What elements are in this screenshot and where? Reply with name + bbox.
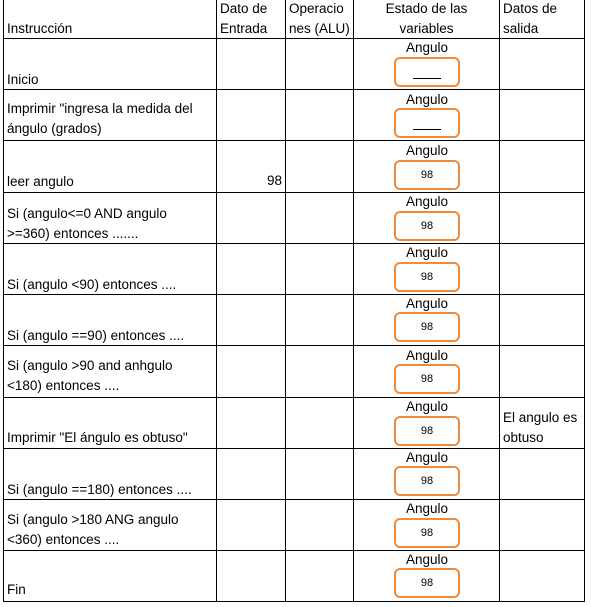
variable-box: 98	[394, 262, 460, 292]
output-cell: El angulo es	[503, 410, 578, 425]
col-divider	[285, 0, 286, 602]
variable-box: 98	[394, 416, 460, 446]
instruction-cell: Fin	[7, 582, 26, 597]
blank-value	[413, 117, 441, 130]
row-divider	[3, 397, 585, 398]
variable-box: 98	[394, 518, 460, 548]
variable-label: Angulo	[405, 92, 449, 107]
row-divider	[3, 550, 585, 551]
col-divider	[353, 0, 354, 602]
header-datos-salida-2: salida	[503, 21, 539, 36]
instruction-cell: Si (angulo <90) entonces ....	[7, 277, 177, 292]
instruction-cell: Si (angulo<=0 AND angulo	[7, 206, 167, 221]
variable-box: 98	[394, 312, 460, 342]
variable-label: Angulo	[405, 552, 449, 567]
trace-table	[3, 0, 585, 602]
variable-box: 98	[394, 160, 460, 190]
instruction-cell-line2: >=360) entonces .......	[7, 226, 139, 241]
variable-box: 98	[394, 211, 460, 241]
instruction-cell: Si (angulo ==90) entonces ....	[7, 328, 185, 343]
row-divider	[3, 243, 585, 244]
variable-label: Angulo	[405, 194, 449, 209]
instruction-cell: leer angulo	[7, 174, 74, 189]
variable-label: Angulo	[405, 399, 449, 414]
col-divider	[499, 0, 500, 602]
header-operaciones-1: Operacio	[289, 1, 344, 16]
row-divider	[3, 140, 585, 141]
instruction-cell-line2: <180) entonces ....	[7, 378, 120, 393]
header-estado-1: Estado de las	[385, 1, 468, 16]
instruction-cell: Si (angulo >90 and anhgulo	[7, 358, 173, 373]
instruction-cell: Imprimir "ingresa la medida del	[7, 101, 193, 116]
output-cell-line2: obtuso	[503, 430, 544, 445]
instruction-cell-line2: ángulo (grados)	[7, 121, 102, 136]
table-border-bottom	[3, 601, 585, 602]
table-border-right	[584, 0, 585, 602]
header-dato-entrada-2: Entrada	[220, 21, 268, 36]
header-operaciones-2: nes (ALU)	[289, 21, 350, 36]
header-estado-2: variables	[399, 21, 454, 36]
row-divider	[3, 294, 585, 295]
row-divider	[3, 345, 585, 346]
variable-box: 98	[394, 568, 460, 598]
instruction-cell: Imprimir "El ángulo es obtuso"	[7, 430, 188, 445]
blank-value	[413, 66, 441, 79]
instruction-cell-line2: <360) entonces ....	[7, 532, 120, 547]
header-divider	[3, 38, 585, 39]
input-value: 98	[266, 173, 282, 188]
variable-box	[394, 108, 460, 138]
header-instruccion: Instrucción	[7, 21, 73, 36]
variable-box	[394, 57, 460, 87]
table-border-left	[3, 0, 4, 602]
variable-label: Angulo	[405, 245, 449, 260]
instruction-cell: Si (angulo ==180) entonces ....	[7, 482, 192, 497]
variable-box: 98	[394, 364, 460, 394]
instruction-cell: Si (angulo >180 ANG angulo	[7, 512, 179, 527]
row-divider	[3, 192, 585, 193]
row-divider	[3, 89, 585, 90]
header-dato-entrada-1: Dato de	[220, 1, 268, 16]
row-divider	[3, 499, 585, 500]
variable-label: Angulo	[405, 143, 449, 158]
variable-label: Angulo	[405, 450, 449, 465]
col-divider	[216, 0, 217, 602]
variable-label: Angulo	[405, 501, 449, 516]
row-divider	[3, 448, 585, 449]
variable-label: Angulo	[405, 348, 449, 363]
variable-label: Angulo	[405, 40, 449, 55]
variable-label: Angulo	[405, 296, 449, 311]
instruction-cell: Inicio	[7, 72, 39, 87]
header-datos-salida-1: Datos de	[503, 1, 558, 16]
variable-box: 98	[394, 466, 460, 496]
